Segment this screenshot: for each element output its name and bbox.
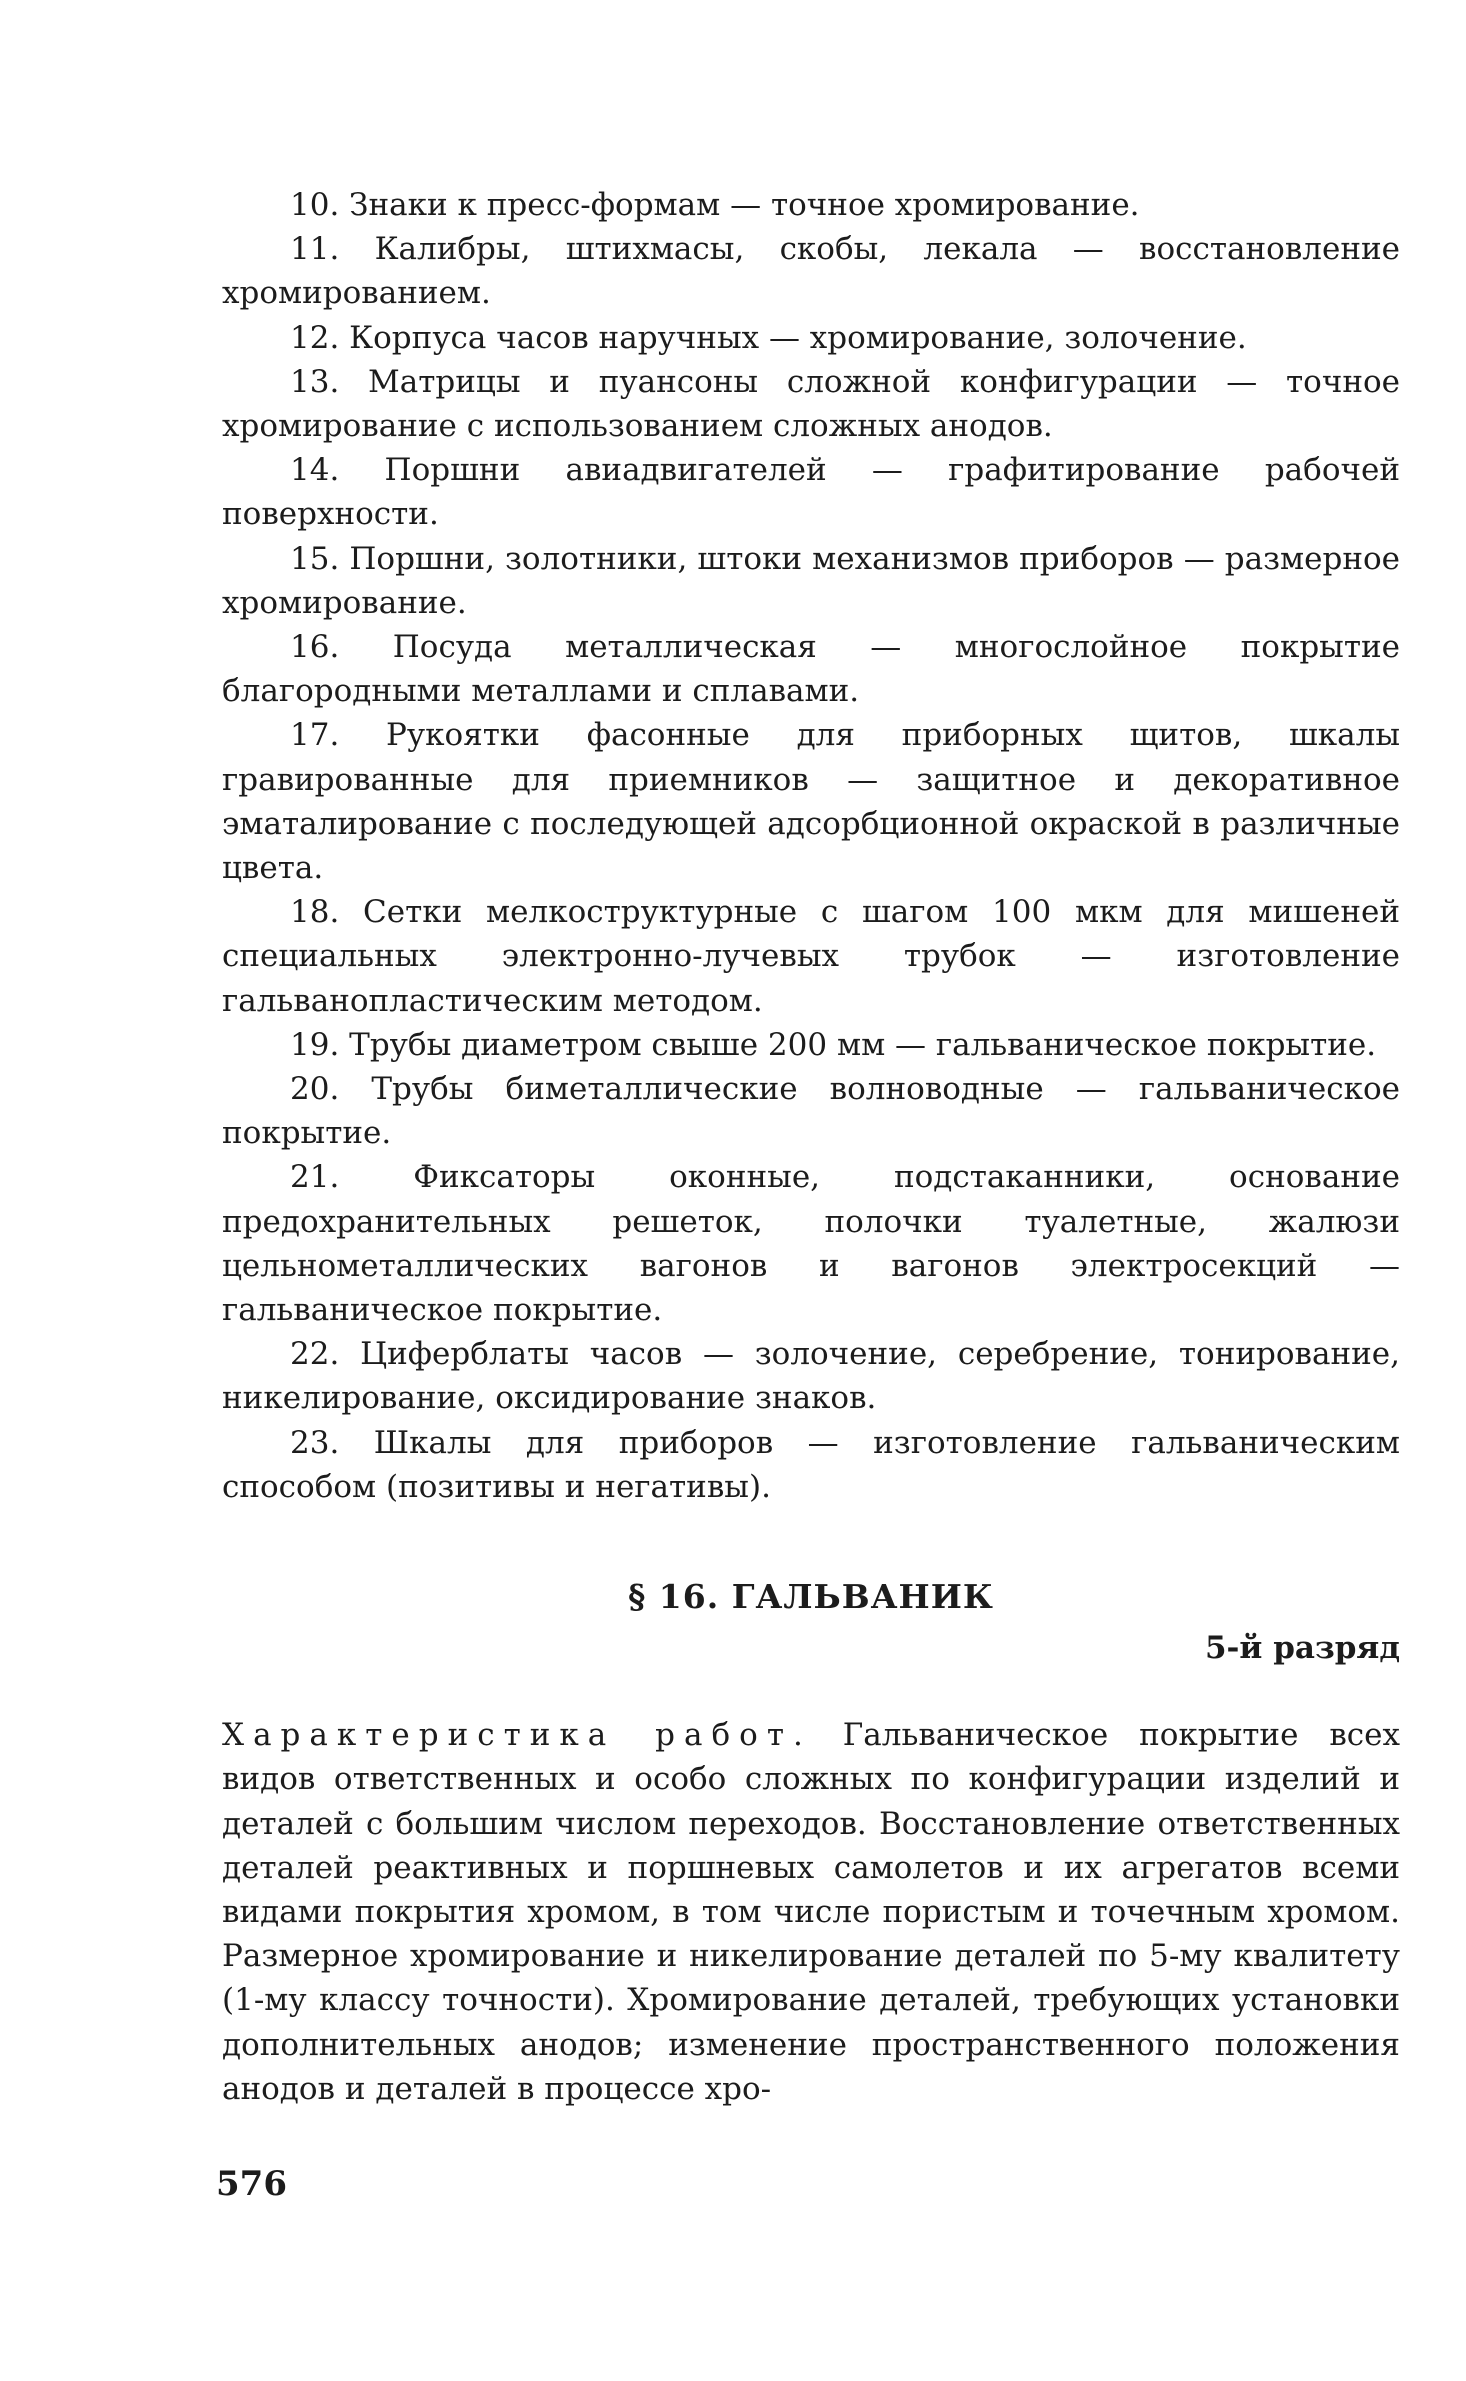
list-item: 10. Знаки к пресс-формам — точное хромирование. xyxy=(290,187,1140,223)
list-item: 15. Поршни, золотники, штоки механизмов приборов — размерное хромирование. xyxy=(222,540,1400,621)
page-number: 576 xyxy=(216,2164,287,2204)
section-paragraph xyxy=(222,1713,1400,2111)
list-item: 23. Шкалы для приборов — изготовление гальваническим способом (позитивы и негативы). xyxy=(222,1424,1400,1505)
section-heading: § 16. ГАЛЬВАНИК xyxy=(628,1577,994,1617)
list-item: 13. Матрицы и пуансоны сложной конфигурации — точное хромирование с использованием сложных анодов. xyxy=(222,363,1400,445)
grade-label: 5-й разряд xyxy=(1204,1630,1400,1667)
paragraph-body: Гальваническое покрытие всех видов ответственных и особо сложных по конфигурации изделий и деталей с большим числом переходов. Восстановление ответственных деталей реактивных и поршневых самолетов и их агрегатов всеми видами покрытия хромом, в том числе пористым и точечным хромом. Размерное хромирование и никелирование деталей по 5-му квалитету (1-му классу точности). Хромирование деталей, требующих установки дополнительных анодов; изменение пространственного положения анодов и деталей в процессе хро- xyxy=(222,1717,1400,2107)
list-item: 19. Трубы диаметром свыше 200 мм — гальваническое покрытие. xyxy=(290,1026,1377,1063)
list-item: 20. Трубы биметаллические волноводные — гальваническое покрытие. xyxy=(222,1071,1400,1152)
list-item: 14. Поршни авиадвигателей — графитирование рабочей поверхности. xyxy=(222,452,1400,533)
text-column xyxy=(222,183,1400,2111)
list-item: 21. Фиксаторы оконные, подстаканники, основание предохранительных решеток, полочки туалетные, жалюзи цельнометаллических вагонов и вагонов электросекций — гальваническое покрытие. xyxy=(222,1159,1400,1329)
list-item: 17. Рукоятки фасонные для приборных щитов, шкалы гравированные для приемников — защитное и декоративное эматалирование с последующей адсорбционной окраской в различные цвета. xyxy=(222,717,1400,887)
list-item: 16. Посуда металлическая — многослойное покрытие благородными металлами и сплавами. xyxy=(222,629,1400,710)
list-item: 11. Калибры, штихмасы, скобы, лекала — восстановление хромированием. xyxy=(222,231,1400,312)
lead-phrase: Характеристика работ. xyxy=(222,1717,812,1754)
list-item: 12. Корпуса часов наручных — хромирование, золочение. xyxy=(290,319,1247,356)
list-item: 22. Циферблаты часов — золочение, серебрение, тонирование, никелирование, оксидирование знаков. xyxy=(222,1336,1400,1417)
list-item: 18. Сетки мелкоструктурные с шагом 100 мкм для мишеней специальных электронно-лучевых трубок — изготовление гальванопластическим методом. xyxy=(222,894,1400,1019)
